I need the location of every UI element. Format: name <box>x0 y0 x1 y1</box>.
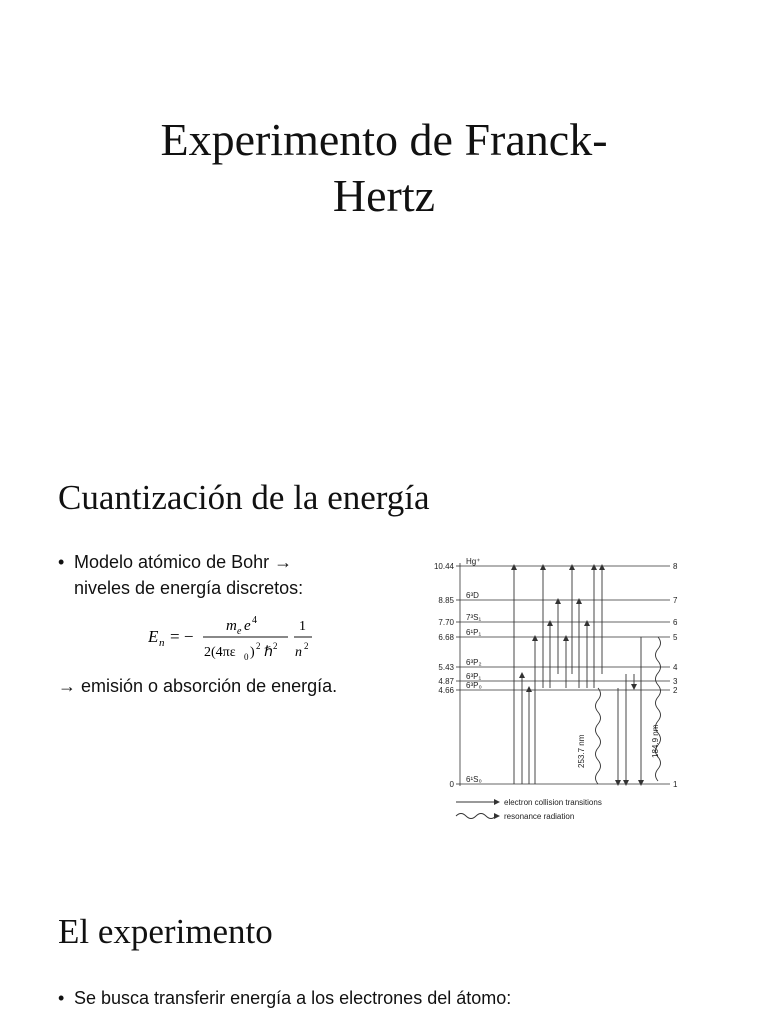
section-heading-experimento: El experimento <box>58 912 273 951</box>
level-index-label: 7 <box>673 596 678 605</box>
slide-title <box>40 112 728 224</box>
formula-lhs-sub: n <box>159 637 165 649</box>
emission-absorption-line: → emisión o absorción de energía. <box>58 676 338 696</box>
bullet-line-1: Modelo atómico de Bohr → <box>74 552 293 572</box>
formula-frac2-den: n <box>295 645 302 660</box>
level-index-label: 6 <box>673 618 678 627</box>
formula-lhs: E <box>148 627 159 646</box>
section-heading-cuantizacion: Cuantización de la energía <box>58 478 430 517</box>
formula-numerator-m: m <box>226 618 237 634</box>
term-symbol-label: Hg⁺ <box>466 557 481 566</box>
formula-numerator-e: e <box>244 618 251 634</box>
term-symbol-label: 6³D <box>466 591 479 600</box>
bullet-experiment-line: Se busca transferir energía a los electrones del átomo: <box>74 988 512 1008</box>
formula-denominator-hbar: ℏ <box>264 645 273 660</box>
resonance-wave-253 <box>596 688 601 784</box>
energy-value-label: 7.70 <box>438 618 454 627</box>
level-index-label: 1 <box>673 780 678 789</box>
slide-title-line-2: Hertz <box>332 170 436 221</box>
mercury-energy-level-diagram <box>422 548 686 828</box>
resonance-wave-184 <box>656 637 661 781</box>
level-index-label: 3 <box>673 677 678 686</box>
energy-value-label: 4.66 <box>438 686 454 695</box>
formula-denominator-rest: ) <box>250 645 255 660</box>
formula-frac2-den-sup: 2 <box>304 641 309 651</box>
legend-resonance-arrow <box>494 813 500 819</box>
energy-value-label: 4.87 <box>438 677 454 686</box>
legend-resonance-wave <box>456 814 496 819</box>
formula-frac2-num: 1 <box>299 619 306 634</box>
formula-denominator: 2(4πε <box>204 645 236 660</box>
level-index-label: 4 <box>673 663 678 672</box>
term-symbol-label: 6³P₁ <box>466 672 482 681</box>
bullet-marker: • <box>58 552 65 572</box>
formula-numerator-sub: e <box>237 626 242 637</box>
formula-denominator-hbar-sup: 2 <box>273 641 278 651</box>
level-index-label: 8 <box>673 562 678 571</box>
legend-collision-label: electron collision transitions <box>504 798 602 807</box>
bullet-marker-2: • <box>58 988 65 1008</box>
wavelength-label-253: 253.7 nm <box>577 734 586 768</box>
bohr-energy-formula <box>148 612 328 673</box>
legend-collision-arrow <box>494 799 500 805</box>
term-symbol-label: 7³S₁ <box>466 613 482 622</box>
term-symbol-label: 6¹P₁ <box>466 628 482 637</box>
wavelength-label-184: 184.9 nm <box>651 724 660 758</box>
energy-value-label: 0 <box>449 780 454 789</box>
term-symbol-label: 6¹S₀ <box>466 775 482 784</box>
legend-resonance-label: resonance radiation <box>504 812 575 821</box>
formula-denominator-sup: 2 <box>256 641 261 651</box>
energy-value-label: 10.44 <box>433 562 454 571</box>
slide-title-line-1: Experimento de Franck- <box>160 114 608 165</box>
level-index-label: 5 <box>673 633 678 642</box>
energy-value-label: 5.43 <box>438 663 454 672</box>
term-symbol-label: 6³P₀ <box>466 681 482 690</box>
formula-equals: = − <box>170 627 194 646</box>
level-index-label: 2 <box>673 686 678 695</box>
bullet-line-2: niveles de energía discretos: <box>74 578 304 598</box>
formula-numerator-sup: 4 <box>252 615 257 626</box>
energy-value-label: 8.85 <box>438 596 454 605</box>
formula-denominator-sub: 0 <box>244 652 249 662</box>
term-symbol-label: 6³P₂ <box>466 658 482 667</box>
energy-value-label: 6.68 <box>438 633 454 642</box>
